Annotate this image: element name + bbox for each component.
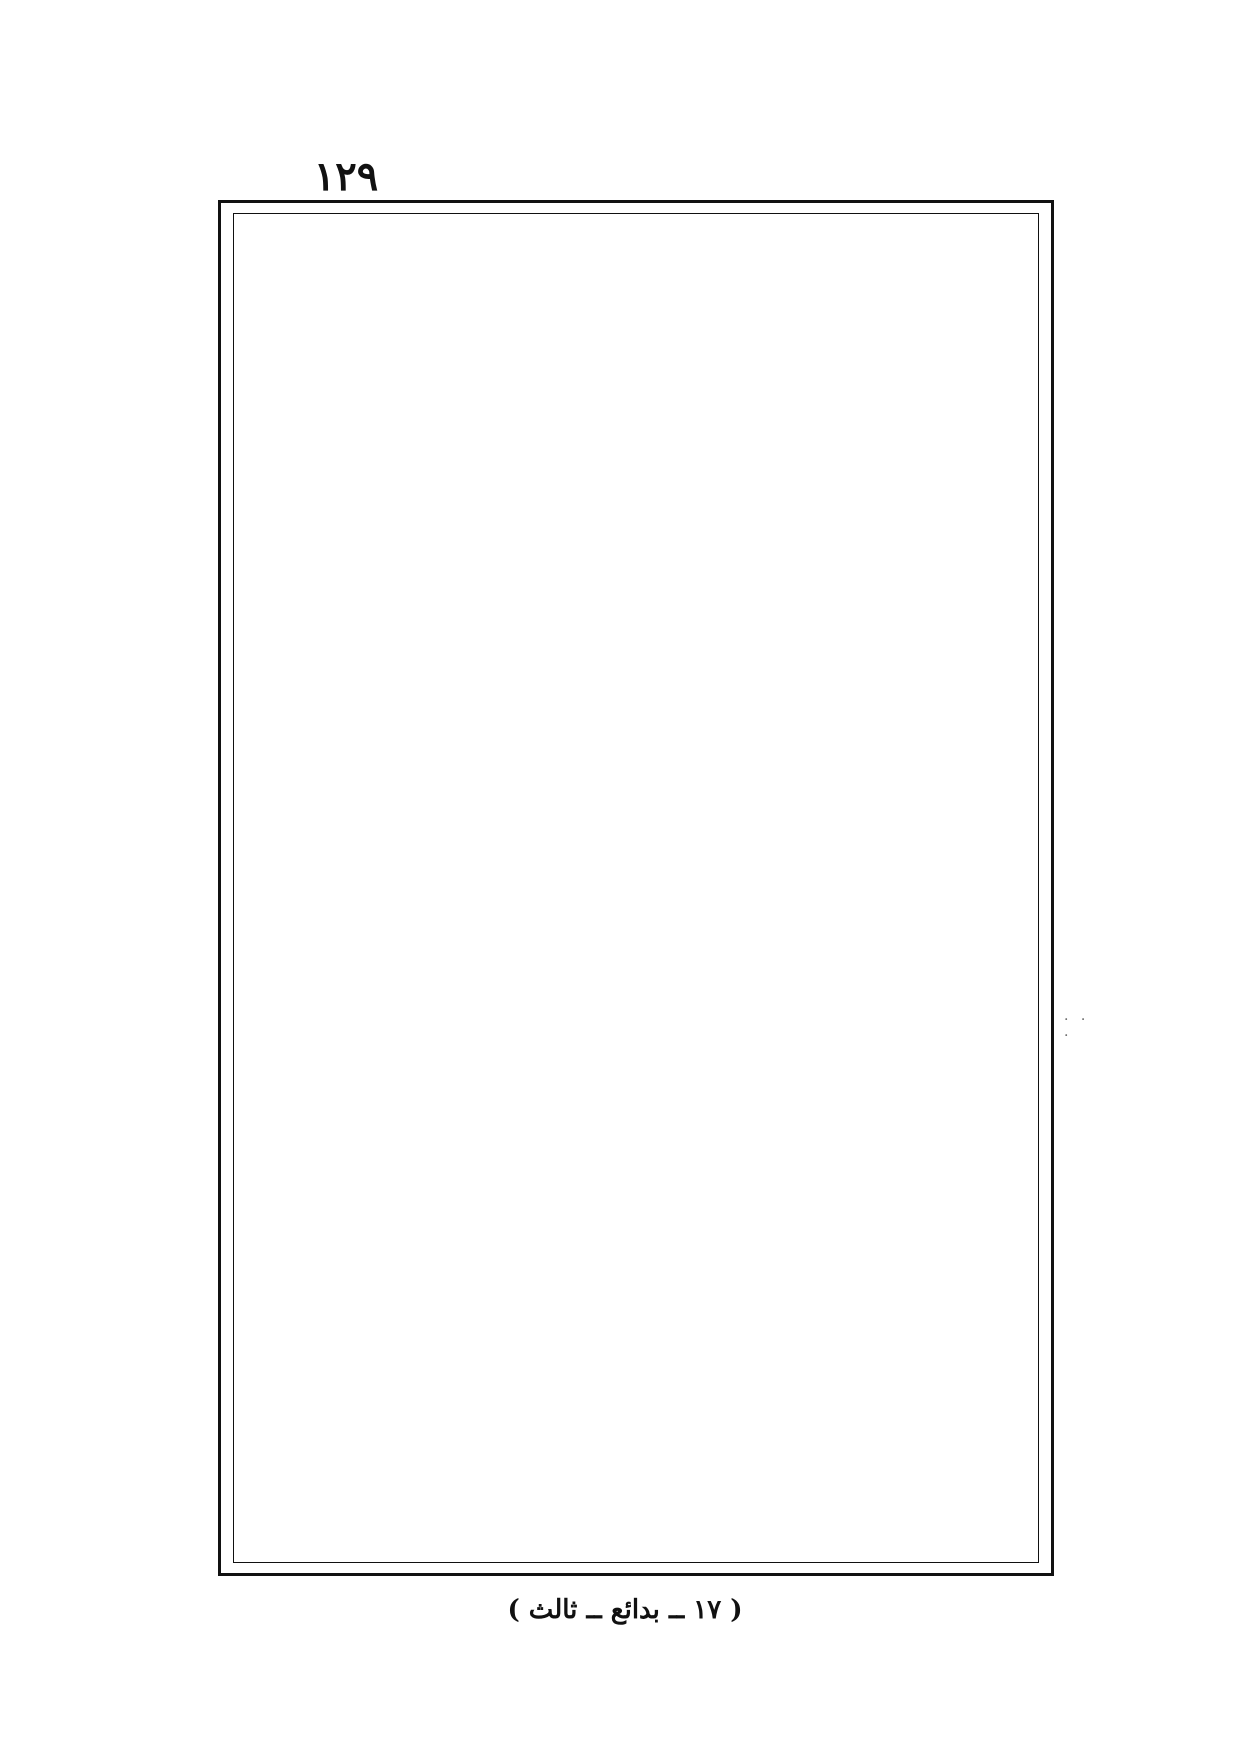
text-frame	[233, 213, 1039, 1563]
text-line	[248, 1072, 1024, 1115]
text-line	[248, 860, 1024, 903]
text-line	[248, 265, 1024, 308]
text-line	[248, 690, 1024, 733]
text-line	[248, 1200, 1024, 1243]
text-line	[248, 1412, 1024, 1455]
page-border	[218, 200, 1054, 1576]
text-line	[248, 1540, 1024, 1583]
text-line	[248, 987, 1024, 1030]
text-line	[248, 222, 1024, 265]
text-line	[248, 605, 1024, 648]
text-line	[248, 902, 1024, 945]
text-line	[248, 1115, 1024, 1158]
margin-marks: · · ·	[1064, 1012, 1090, 1044]
text-line	[248, 647, 1024, 690]
text-line	[248, 392, 1024, 435]
text-line	[248, 732, 1024, 775]
text-line	[248, 1157, 1024, 1200]
text-line	[248, 1455, 1024, 1498]
text-line	[248, 1327, 1024, 1370]
text-line	[248, 562, 1024, 605]
text-line	[248, 1285, 1024, 1328]
text-line	[248, 520, 1024, 563]
text-line	[248, 307, 1024, 350]
body-text	[248, 222, 1024, 1554]
text-line	[248, 1030, 1024, 1073]
text-line	[248, 1370, 1024, 1413]
text-line	[248, 817, 1024, 860]
text-line	[248, 945, 1024, 988]
page-number: ١٢٩	[313, 153, 379, 200]
text-line	[248, 477, 1024, 520]
text-line	[248, 1497, 1024, 1540]
text-line	[248, 435, 1024, 478]
text-line	[248, 1242, 1024, 1285]
text-line	[248, 350, 1024, 393]
signature-footer: ( ١٧ ــ بدائع ــ ثالث )	[507, 1595, 743, 1625]
text-line	[248, 775, 1024, 818]
